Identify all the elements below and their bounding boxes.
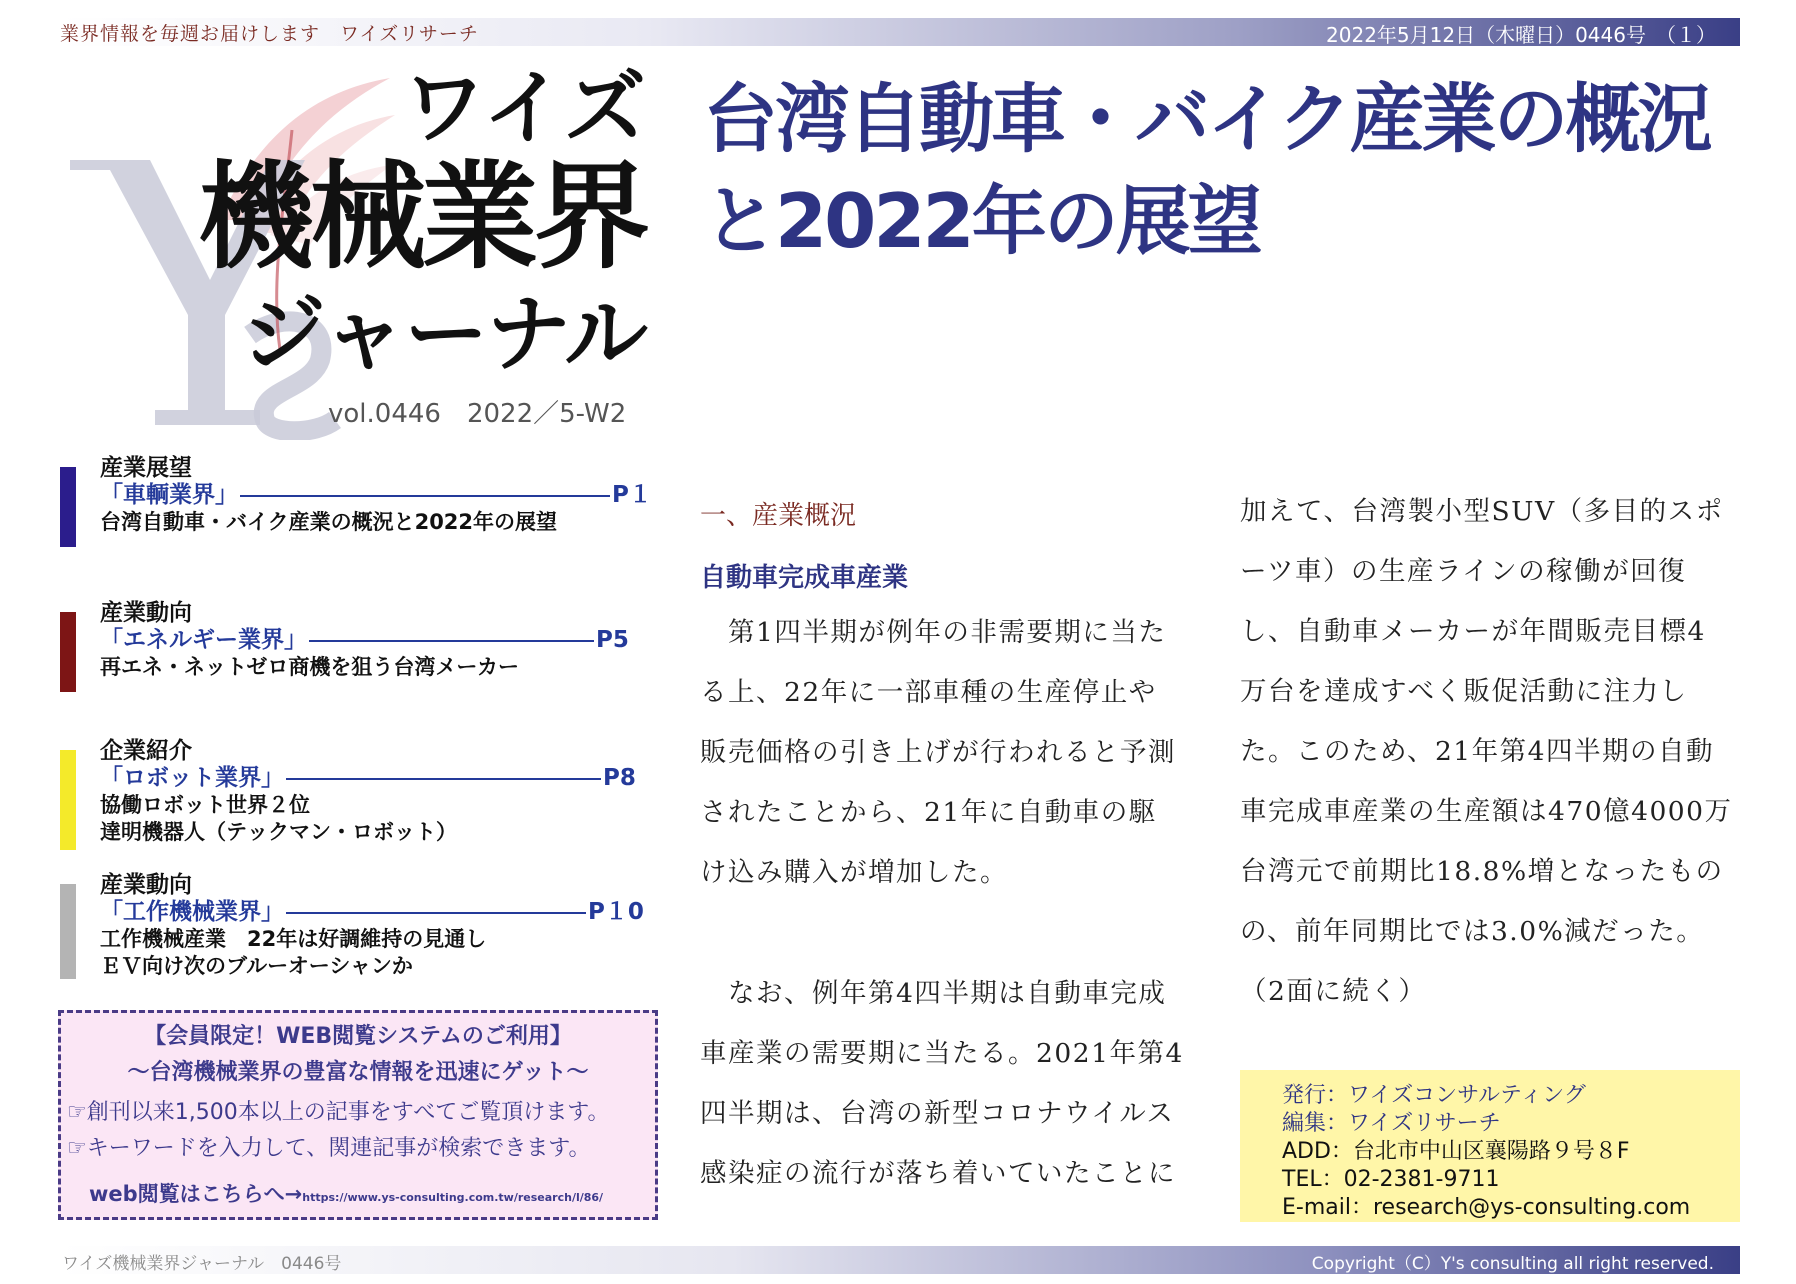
article-line: し、自動車メーカーが年間販売目標4 xyxy=(1240,616,1706,647)
article-line: ーツ車）の生産ラインの稼働が回復 xyxy=(1240,556,1687,587)
toc-color-bar xyxy=(60,750,76,850)
toc-color-bar xyxy=(60,467,76,547)
member-box-subtitle: ～台湾機械業界の豊富な情報を迅速にゲット～ xyxy=(127,1060,589,1085)
toc-page-number[interactable]: P5 xyxy=(596,627,629,653)
member-box-title: 【会員限定！WEB閲覧システムのご利用】 xyxy=(144,1024,572,1049)
article-line: 加えて、台湾製小型SUV（多目的スポ xyxy=(1240,496,1724,527)
toc-category: 産業動向 xyxy=(100,872,192,898)
toc-sector-link[interactable]: 「エネルギー業界」 xyxy=(100,627,307,653)
pointing-hand-icon: ☞ xyxy=(67,1136,87,1161)
article-line: 四半期は、台湾の新型コロナウイルス xyxy=(700,1098,1175,1129)
toc-description: 達明機器人（テックマン・ロボット） xyxy=(100,820,457,844)
email[interactable]: E-mail：research@ys-consulting.com xyxy=(1282,1195,1691,1220)
article-line: 第1四半期が例年の非需要期に当た xyxy=(700,617,1167,648)
article-column-1 xyxy=(700,603,1200,903)
masthead-line3: ジャーナル xyxy=(241,285,646,383)
member-box-feature-2: ☞キーワードを入力して、関連記事が検索できます。 xyxy=(67,1136,591,1161)
article-line: されたことから、21年に自動車の駆 xyxy=(700,797,1157,828)
publisher-name: 発行：ワイズコンサルティング xyxy=(1282,1083,1586,1108)
article-line: （2面に続く） xyxy=(1240,976,1427,1007)
toc-page-number[interactable]: P１ xyxy=(612,482,652,508)
toc-color-bar xyxy=(60,884,76,979)
masthead-line2: 機械業界 xyxy=(198,150,646,285)
article-line: 感染症の流行が落ち着いていたことに xyxy=(700,1158,1176,1189)
article-line: 車産業の需要期に当たる。2021年第4 xyxy=(700,1038,1184,1069)
article-line: 車完成車産業の生産額は470億4000万 xyxy=(1240,796,1733,827)
toc-description: 再エネ・ネットゼロ商機を狙う台湾メーカー xyxy=(100,655,519,679)
article-line: なお、例年第4四半期は自動車完成 xyxy=(700,978,1167,1009)
address: ADD：台北市中山区襄陽路９号８F xyxy=(1282,1139,1630,1164)
article-line: の、前年同期比では3.0%減だった。 xyxy=(1240,916,1705,947)
toc-description: 台湾自動車・バイク産業の概況と2022年の展望 xyxy=(100,510,558,534)
toc-leader-line xyxy=(286,778,601,780)
article-line: た。このため、21年第4四半期の自動 xyxy=(1240,736,1715,767)
toc-leader-line xyxy=(240,495,610,497)
telephone: TEL：02-2381-9711 xyxy=(1282,1167,1500,1192)
publisher-box xyxy=(1240,1070,1740,1222)
copyright: Copyright（C）Y's consulting all right reserved. xyxy=(1311,1254,1714,1274)
editor-name: 編集：ワイズリサーチ xyxy=(1282,1111,1501,1136)
article-line: 万台を達成すべく販促活動に注力し xyxy=(1240,676,1688,707)
footer-title: ワイズ機械業界ジャーナル 0446号 xyxy=(62,1254,342,1274)
member-box-feature-1: ☞創刊以来1,500本以上の記事をすべてご覧頂けます。 xyxy=(67,1100,610,1125)
pointing-hand-icon: ☞ xyxy=(67,1100,87,1125)
header-tagline: 業界情報を毎週お届けします ワイズリサーチ xyxy=(60,23,479,45)
toc-page-number[interactable]: P１0 xyxy=(588,899,644,925)
web-access-link[interactable]: web閲覧はこちらへ→https://www.ys-consulting.com.tw/research/l/86/ xyxy=(89,1182,604,1206)
toc-sector-link[interactable]: 「工作機械業界」 xyxy=(100,899,284,925)
toc-description: ＥＶ向け次のブルーオーシャンか xyxy=(100,954,413,978)
member-box[interactable] xyxy=(58,1010,658,1220)
article-column-2 xyxy=(1240,482,1760,1022)
article-line: け込み購入が増加した。 xyxy=(700,857,1008,888)
toc-sector-link[interactable]: 「ロボット業界」 xyxy=(100,765,284,791)
masthead-line1: ワイズ xyxy=(403,61,646,156)
toc-category: 産業展望 xyxy=(100,455,192,481)
article-line: 台湾元で前期比18.8%増となったもの xyxy=(1240,856,1724,887)
toc-leader-line xyxy=(309,640,594,642)
toc-description: 工作機械産業 22年は好調維持の見通し xyxy=(100,927,487,951)
toc-category: 企業紹介 xyxy=(100,738,192,764)
section-heading: 一、産業概況 xyxy=(700,501,857,531)
article-line: る上、22年に一部車種の生産停止や xyxy=(700,677,1157,708)
toc-color-bar xyxy=(60,612,76,692)
article-line: 販売価格の引き上げが行われると予測 xyxy=(700,737,1176,768)
toc-description: 協働ロボット世界２位 xyxy=(100,793,310,817)
web-url[interactable]: https://www.ys-consulting.com.tw/research/l/86/ xyxy=(302,1191,604,1204)
issue-date: 2022年5月12日（木曜日）0446号 （１） xyxy=(1326,23,1716,47)
toc-page-number[interactable]: P8 xyxy=(603,765,636,791)
subheading: 自動車完成車産業 xyxy=(700,563,909,593)
toc-sector-link[interactable]: 「車輌業界」 xyxy=(100,482,238,508)
volume-info: vol.0446 2022／5-W2 xyxy=(328,399,627,429)
toc-category: 産業動向 xyxy=(100,600,192,626)
article-column-1-continued xyxy=(700,964,1200,1204)
toc-leader-line xyxy=(286,912,586,914)
headline: 台湾自動車・バイク産業の概況と2022年の展望 xyxy=(703,75,1710,265)
